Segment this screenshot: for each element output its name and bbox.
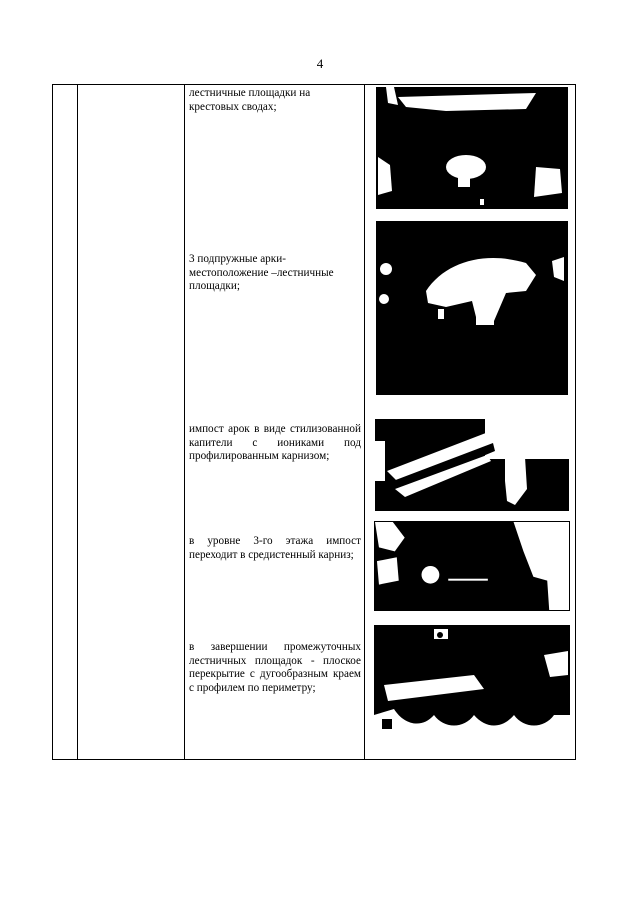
stair-landing-photo	[376, 87, 568, 209]
arch-photo	[376, 221, 568, 395]
column-divider-2	[184, 85, 185, 759]
table-cell-text-5: в завершении промежуточных лестничных площадок - плоское перекрытие с дугообразным краем с профилем по периметру;	[189, 641, 361, 694]
table-cell-text-4: в уровне 3-го этажа импост переходит в средистенный карниз;	[189, 535, 361, 561]
ceiling-profile-photo	[374, 625, 570, 733]
table-cell-text-1: лестничные площадки на крестовых сводах;	[189, 87, 311, 113]
table-cell-text-3: импост арок в виде стилизованной капители с иониками под профилированным карнизом;	[189, 423, 361, 463]
impost-capital-photo	[375, 411, 569, 511]
table-cell-text-2: 3 подпружные арки-местоположение –лестничные площадки;	[189, 253, 334, 293]
column-divider-3	[364, 85, 365, 759]
page-number: 4	[316, 56, 324, 71]
cornice-photo	[374, 521, 570, 611]
document-table	[52, 84, 576, 760]
column-divider-1	[77, 85, 78, 759]
